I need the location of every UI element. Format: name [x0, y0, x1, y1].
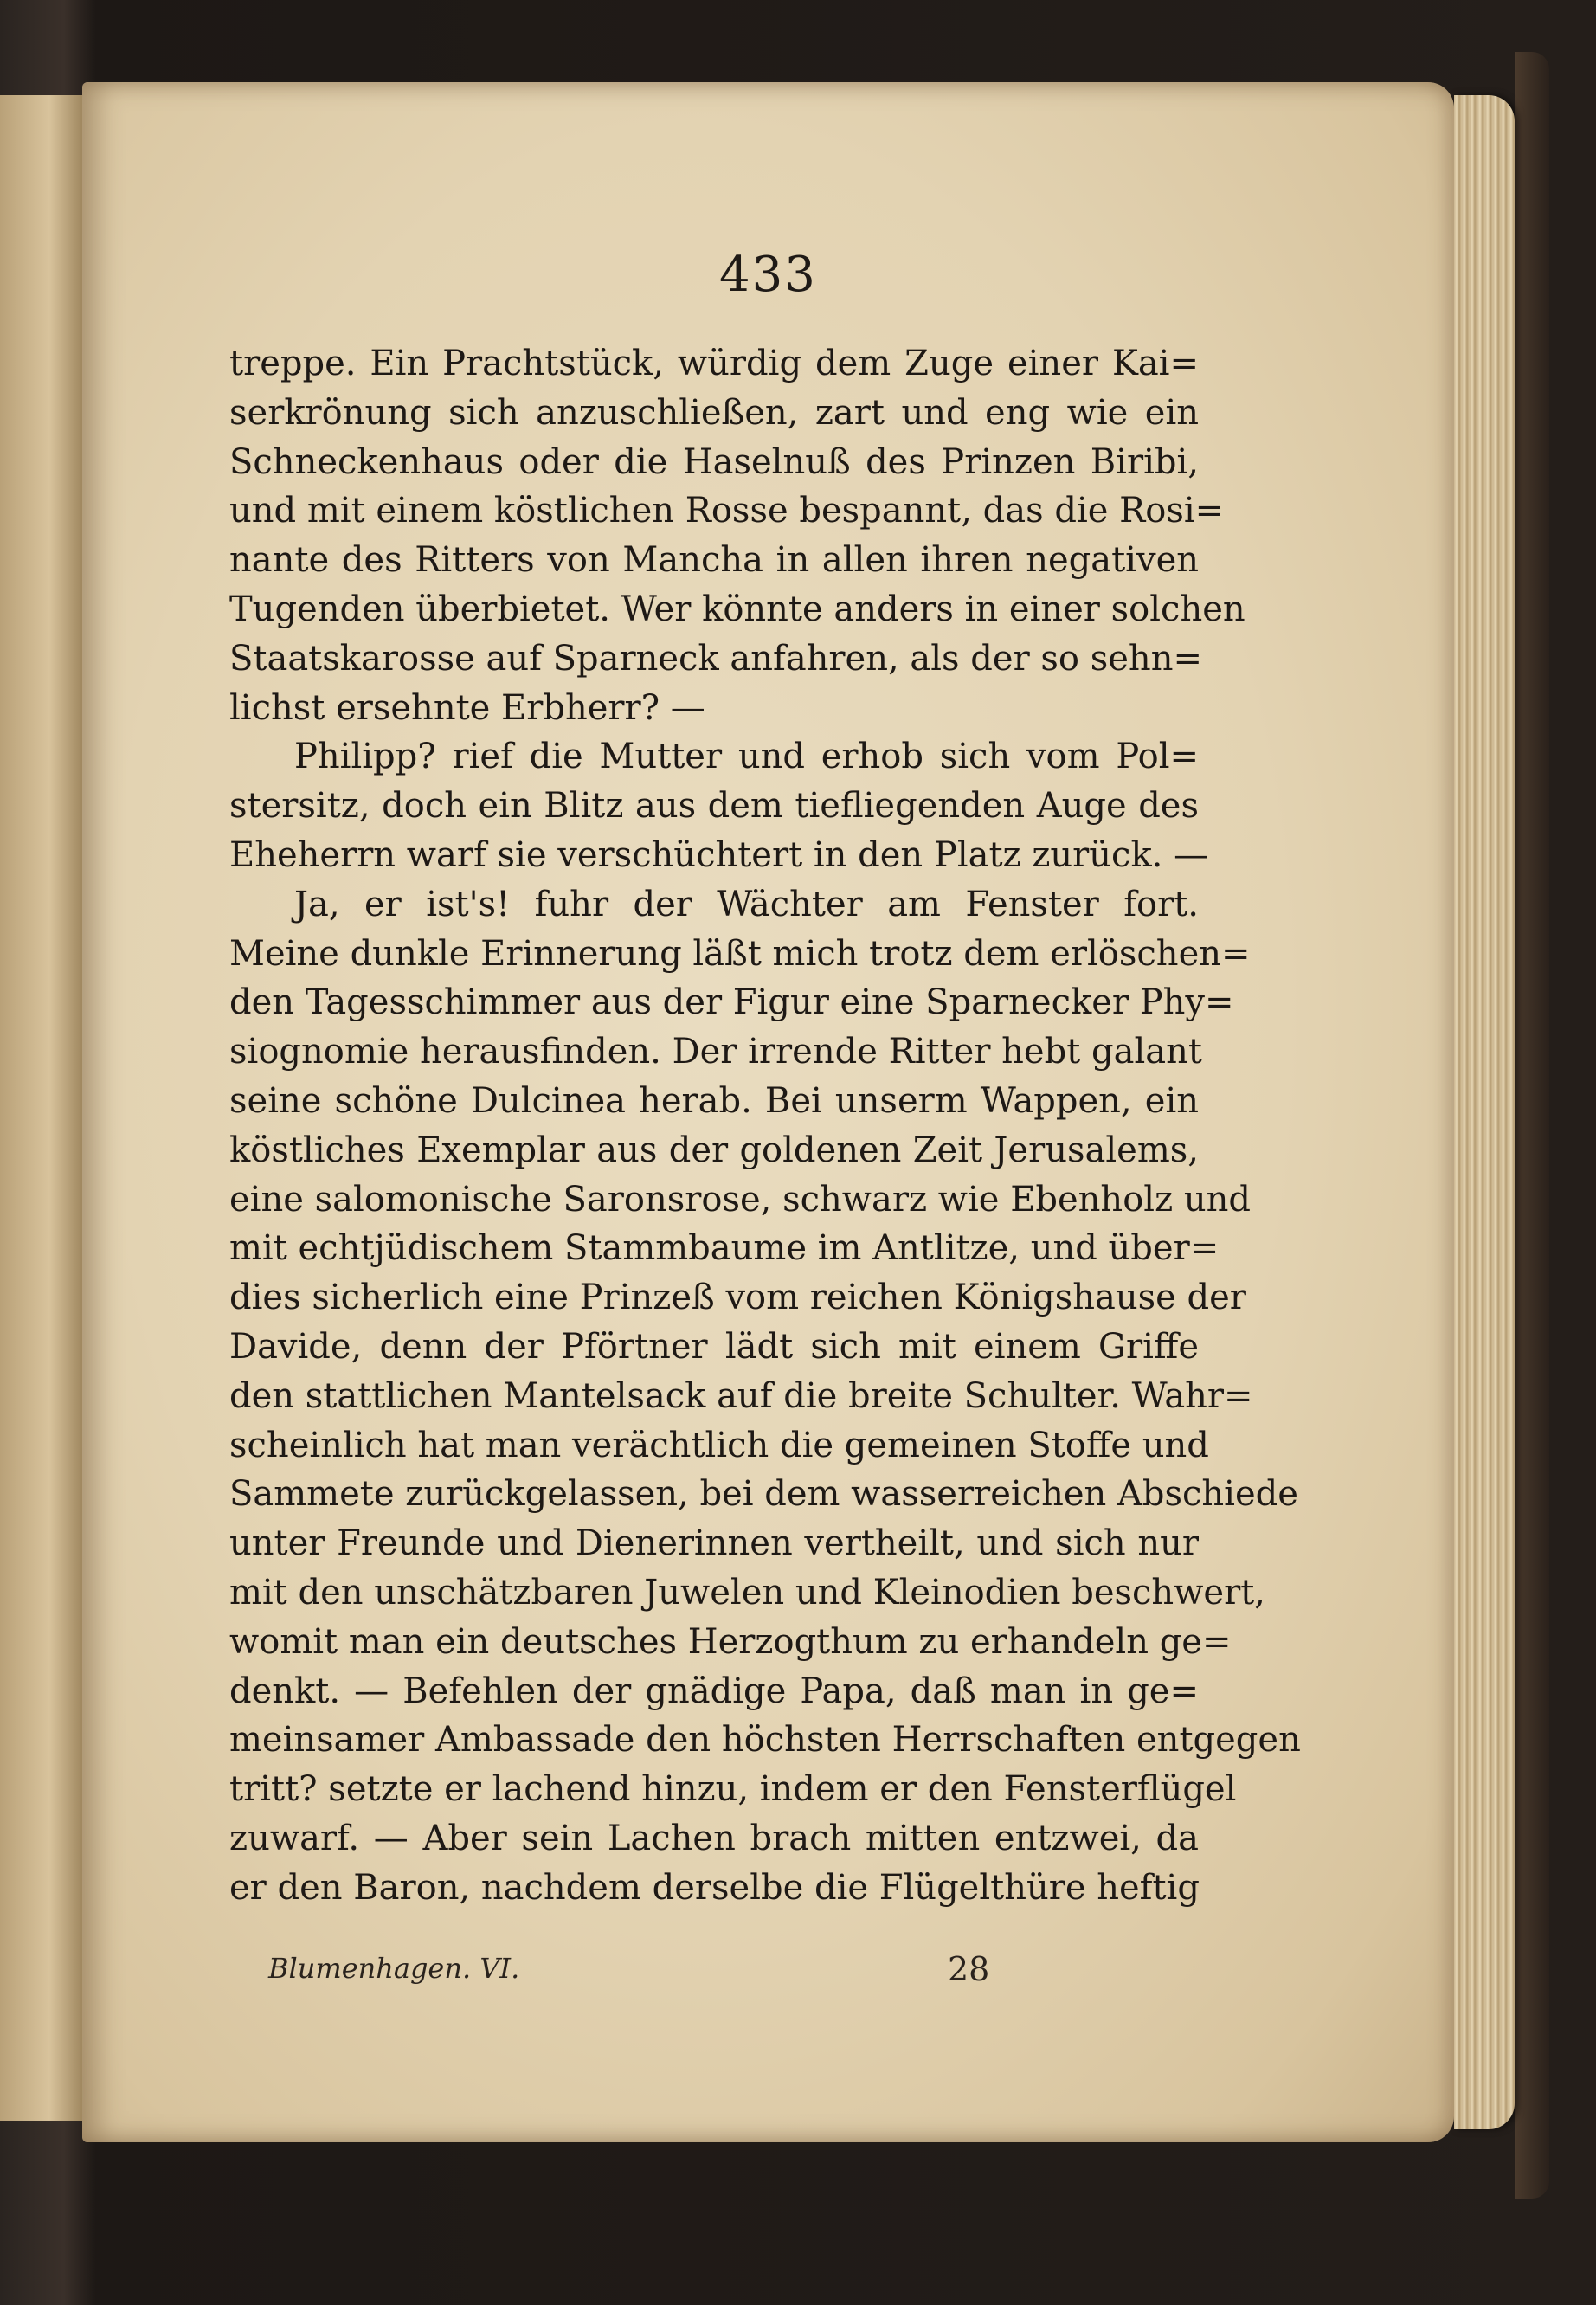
text-line: siognomie herausfinden. Der irrende Ritter hebt galant [229, 1032, 1202, 1072]
text-line: Staatskarosse auf Sparneck anfahren, als der so sehn= [229, 638, 1202, 679]
text-line: denkt. — Befehlen der gnädige Papa, daß man in ge= [229, 1671, 1199, 1711]
text-line: treppe. Ein Prachtstück, würdig dem Zuge einer Kai= [229, 344, 1199, 383]
text-line: Schneckenhaus oder die Haselnuß des Prinzen Biribi, [229, 441, 1199, 482]
text-line: er den Baron, nachdem derselbe die Flügelthüre heftig [229, 1867, 1200, 1908]
text-line: Ja, er ist's! fuhr der Wächter am Fenster fort. [294, 884, 1199, 924]
text-line: den stattlichen Mantelsack auf die breite Schulter. Wahr= [229, 1375, 1253, 1416]
page-footer [229, 1952, 1199, 1995]
page-number: 433 [719, 247, 817, 303]
text-line: serkrönung sich anzuschließen, zart und eng wie ein [229, 392, 1199, 433]
footer-sheet-number: 28 [948, 1950, 990, 1988]
text-line: mit den unschätzbaren Juwelen und Kleinodien beschwert, [229, 1572, 1266, 1613]
text-line: Tugenden überbietet. Wer könnte anders in einer solchen [229, 589, 1245, 629]
text-line: eine salomonische Saronsrose, schwarz wie Ebenholz und [229, 1179, 1251, 1220]
text-line: mit echtjüdischem Stammbaume im Antlitze, und über= [229, 1228, 1220, 1269]
left-page-edge [0, 95, 85, 2121]
text-line: Meine dunkle Erinnerung läßt mich trotz dem erlöschen= [229, 933, 1251, 974]
text-line: köstliches Exemplar aus der goldenen Zeit Jerusalems, [229, 1130, 1199, 1170]
book-cover-edge [1515, 52, 1549, 2199]
text-line: Philipp? rief die Mutter und erhob sich vom Pol= [294, 737, 1199, 777]
text-line: Sammete zurückgelassen, bei dem wasserreichen Abschiede [229, 1474, 1298, 1515]
text-line: unter Freunde und Dienerinnen vertheilt, und sich nur [229, 1523, 1199, 1564]
text-line: seine schöne Dulcinea herab. Bei unserm Wappen, ein [229, 1080, 1199, 1121]
text-line: und mit einem köstlichen Rosse bespannt, das die Rosi= [229, 491, 1225, 531]
text-line: lichst ersehnte Erbherr? — [229, 687, 705, 728]
text-line: den Tagesschimmer aus der Figur eine Sparnecker Phy= [229, 982, 1234, 1023]
footer-signature: Blumenhagen. VI. [268, 1952, 520, 1985]
text-line: stersitz, doch ein Blitz aus dem tiefliegenden Auge des [229, 786, 1199, 827]
text-line: zuwarf. — Aber sein Lachen brach mitten entzwei, da [229, 1818, 1199, 1858]
text-line: womit man ein deutsches Herzogthum zu erhandeln ge= [229, 1621, 1232, 1662]
text-line: dies sicherlich eine Prinzeß vom reichen Königshause der [229, 1278, 1246, 1318]
text-line: Davide, denn der Pförtner lädt sich mit einem Griffe [229, 1326, 1199, 1367]
text-line: tritt? setzte er lachend hinzu, indem er den Fensterflügel [229, 1769, 1237, 1810]
text-line: scheinlich hat man verächtlich die gemeinen Stoffe und [229, 1425, 1209, 1465]
page-body-text [229, 339, 1301, 1913]
text-line: Eheherrn warf sie verschüchtert in den Platz zurück. — [229, 834, 1209, 875]
text-line: nante des Ritters von Mancha in allen ihren negativen [229, 540, 1199, 581]
page-stack-edges [1454, 95, 1515, 2129]
text-line: meinsamer Ambassade den höchsten Herrschaften entgegen [229, 1720, 1301, 1761]
